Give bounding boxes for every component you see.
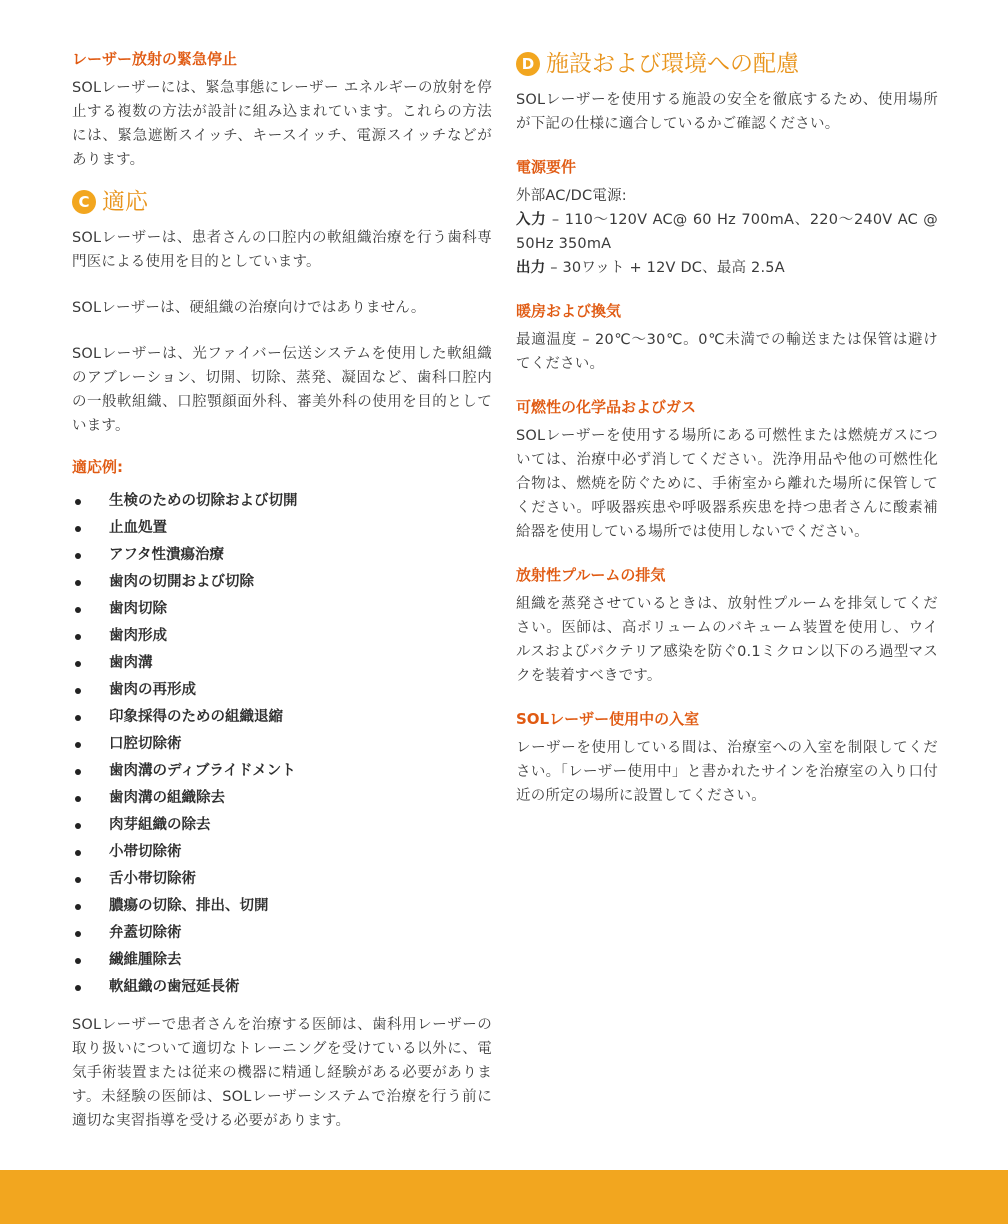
left-column — [72, 48, 492, 1133]
indication-paragraph-3: SOLレーザーは、光ファイバー伝送システムを使用した軟組織のアブレーション、切開、切除、蒸発、凝固など、歯科口腔内の一般軟組織、口腔顎顔面外科、審美外科の使用を目的としています。 — [72, 346, 492, 434]
plume-text: 組織を蒸発させているときは、放射性プルームを排気してください。医師は、高ボリュームのバキューム装置を使用し、ウイルスおよびバクテリア感染を防ぐ0.1ミクロン以下のろ過型マスクを装着すべきです。 — [516, 596, 938, 684]
example-list-item: 口腔切除術 — [72, 731, 492, 758]
closing-paragraph: SOLレーザーで患者さんを治療する医師は、歯科用レーザーの取り扱いについて適切なトレーニングを受けている以外に、電気手術装置または従来の機器に精通し経験がある必要があります。未経験の医師は、SOLレーザーシステムで治療を行う前に適切な実習指導を受ける必要があります。 — [72, 1017, 492, 1129]
example-list-item: 歯肉の再形成 — [72, 677, 492, 704]
indication-paragraph-1: SOLレーザーは、患者さんの口腔内の軟組織治療を行う歯科専門医による使用を目的としています。 — [72, 230, 492, 270]
examples-heading: 適応例: — [72, 458, 123, 476]
room-entry-heading: SOLレーザー使用中の入室 — [516, 710, 700, 728]
power-output-text: – 30ワット + 12V DC、最高 2.5A — [545, 260, 785, 276]
example-list-item: 歯肉溝のディブライドメント — [72, 758, 492, 785]
room-entry-text: レーザーを使用している間は、治療室への入室を制限してください。「レーザー使用中」と書かれたサインを治療室の入り口付近の所定の場所に設置してください。 — [516, 740, 938, 804]
heating-text: 最適温度 – 20℃〜30℃。0℃未満での輸送または保管は避けてください。 — [516, 332, 938, 372]
section-c-title: 適応 — [102, 189, 148, 215]
indication-paragraph-2: SOLレーザーは、硬組織の治療向けではありません。 — [72, 300, 426, 316]
emergency-stop-text: SOLレーザーには、緊急事態にレーザー エネルギーの放射を停止する複数の方法が設計に組み込まれています。これらの方法には、緊急遮断スイッチ、キースイッチ、電源スイッチなどがあります。 — [72, 80, 492, 168]
power-input-label: 入力 — [516, 212, 547, 228]
example-list-item: 歯肉溝 — [72, 650, 492, 677]
power-heading: 電源要件 — [516, 158, 577, 176]
example-list-item: 肉芽組織の除去 — [72, 812, 492, 839]
section-d-badge: D — [516, 52, 540, 76]
example-list-item: 小帯切除術 — [72, 839, 492, 866]
emergency-stop-heading: レーザー放射の緊急停止 — [72, 50, 238, 68]
example-list-item: 歯肉の切開および切除 — [72, 569, 492, 596]
examples-list — [72, 488, 492, 1001]
footer-bar — [0, 1170, 1008, 1224]
power-output-label: 出力 — [516, 260, 546, 276]
facility-intro-text: SOLレーザーを使用する施設の安全を徹底するため、使用場所が下記の仕様に適合しているかご確認ください。 — [516, 92, 938, 132]
section-d-title: 施設および環境への配慮 — [546, 51, 799, 77]
flammable-heading: 可燃性の化学品およびガス — [516, 398, 697, 416]
example-list-item: 印象採得のための組織退縮 — [72, 704, 492, 731]
example-list-item: 軟組織の歯冠延長術 — [72, 974, 492, 1001]
power-input-line — [516, 208, 938, 256]
example-list-item: 膿瘍の切除、排出、切開 — [72, 893, 492, 920]
right-column — [516, 48, 938, 808]
heating-heading: 暖房および換気 — [516, 302, 622, 320]
example-list-item: アフタ性潰瘍治療 — [72, 542, 492, 569]
power-output-line — [516, 256, 938, 280]
example-list-item: 弁蓋切除術 — [72, 920, 492, 947]
power-line-1: 外部AC/DC電源: — [516, 188, 627, 204]
section-c-header — [72, 186, 492, 218]
plume-heading: 放射性プルームの排気 — [516, 566, 666, 584]
example-list-item: 舌小帯切除術 — [72, 866, 492, 893]
section-d-header — [516, 48, 938, 80]
power-input-text: – 110〜120V AC@ 60 Hz 700mA、220〜240V AC @ 50Hz 350mA — [516, 212, 938, 252]
example-list-item: 生検のための切除および切開 — [72, 488, 492, 515]
flammable-text: SOLレーザーを使用する場所にある可燃性または燃焼ガスについては、治療中必ず消してください。洗浄用品や他の可燃性化合物は、燃焼を防ぐために、手術室から離れた場所に保管してください。呼吸器疾患や呼吸器系疾患を持つ患者さんに酸素補給器を使用している場所では使用しないでください。 — [516, 428, 938, 540]
example-list-item: 繊維腫除去 — [72, 947, 492, 974]
example-list-item: 止血処置 — [72, 515, 492, 542]
example-list-item: 歯肉形成 — [72, 623, 492, 650]
example-list-item: 歯肉切除 — [72, 596, 492, 623]
example-list-item: 歯肉溝の組織除去 — [72, 785, 492, 812]
section-c-badge: C — [72, 190, 96, 214]
